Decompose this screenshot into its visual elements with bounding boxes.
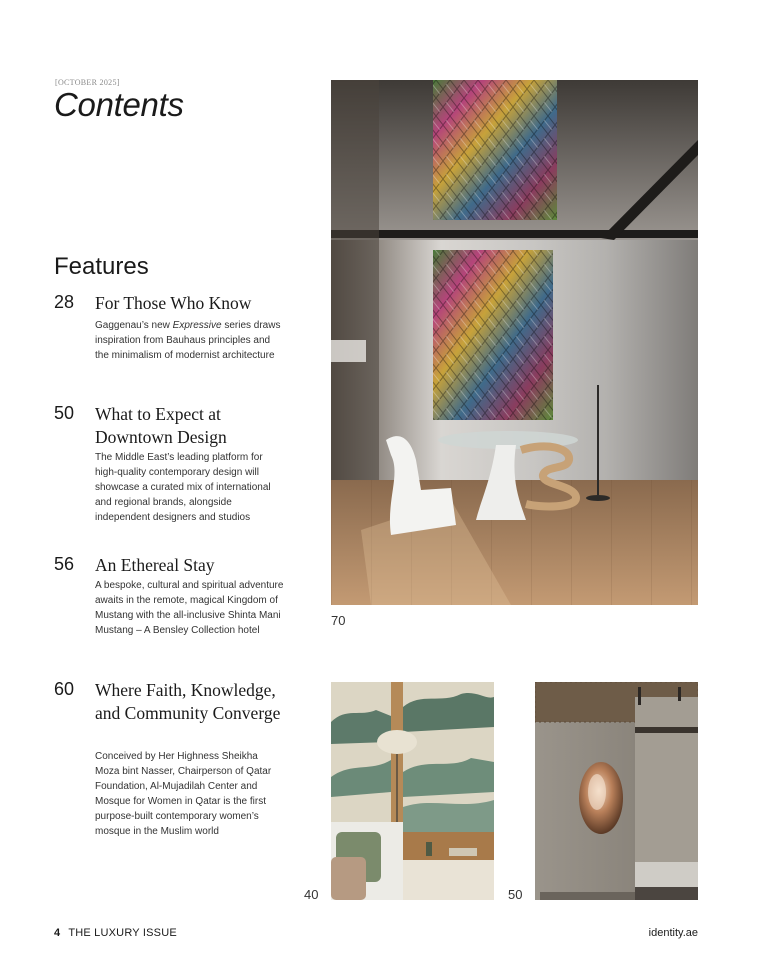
- mosque-interior-image: [535, 682, 698, 900]
- feature-item[interactable]: [54, 554, 294, 654]
- bedroom-image: [331, 682, 494, 900]
- footer-website[interactable]: identity.ae: [648, 927, 698, 939]
- feature-headline: For Those Who Know: [95, 293, 252, 313]
- photo-caption-page-number: 50: [508, 887, 523, 902]
- photo-caption-page-number: 40: [304, 887, 319, 902]
- feature-headline: What to Expect at Downtown Design: [95, 404, 227, 447]
- section-title-features: Features: [54, 253, 149, 280]
- feature-page-number: 28: [54, 292, 75, 312]
- feature-page-number: 60: [54, 679, 75, 699]
- feature-description: Conceived by Her Highness Sheikha Moza bint Nasser, Chairperson of Qatar Foundation, Al-Mujadilah Center and Mosque for Women in Qatar is the first purpose-built contemporary women’s mosque in the Muslim world: [95, 751, 272, 837]
- main-interior-photo[interactable]: [331, 80, 698, 605]
- issue-date: [OCTOBER 2025]: [55, 78, 120, 87]
- footer-issue: [54, 927, 177, 939]
- feature-description: Gaggenau’s new Expressive series draws inspiration from Bauhaus principles and the minimalism of modernist architecture: [95, 320, 281, 361]
- mosque-interior-photo[interactable]: [535, 682, 698, 900]
- feature-headline: An Ethereal Stay: [95, 555, 215, 575]
- feature-description: A bespoke, cultural and spiritual adventure awaits in the remote, magical Kingdom of Mustang with the all-inclusive Shinta Mani Mustang – A Bensley Collection hotel: [95, 580, 284, 636]
- feature-item[interactable]: [54, 403, 294, 528]
- feature-page-number: 50: [54, 403, 75, 423]
- bedroom-photo[interactable]: [331, 682, 494, 900]
- footer-issue-name: THE LUXURY ISSUE: [68, 927, 177, 939]
- photo-caption-page-number: 70: [331, 613, 346, 628]
- footer-page-number: 4: [54, 927, 61, 939]
- feature-description-emphasis: Expressive: [172, 320, 222, 331]
- main-interior-image: [331, 80, 698, 605]
- page-title: Contents: [54, 86, 184, 123]
- feature-page-number: 56: [54, 554, 75, 574]
- feature-item[interactable]: [54, 292, 294, 382]
- feature-headline: Where Faith, Knowledge, and Community Converge: [95, 680, 281, 723]
- feature-description: The Middle East’s leading platform for high-quality contemporary design will showcase a curated mix of international and regional brands, alongside independent designers and studios: [95, 452, 271, 523]
- feature-item[interactable]: [54, 679, 294, 854]
